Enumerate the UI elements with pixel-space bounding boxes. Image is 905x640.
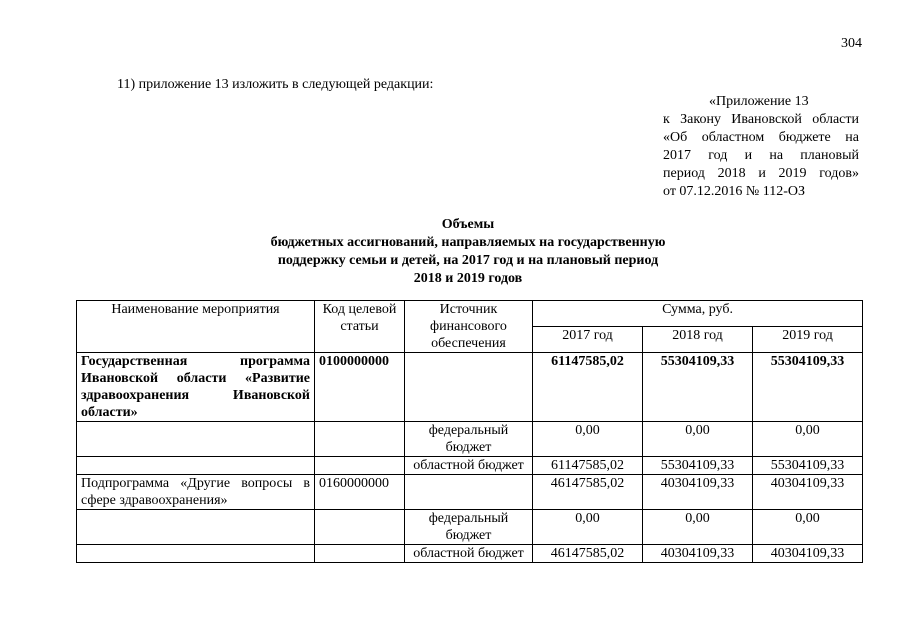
- subprogram-code: 0160000000: [315, 475, 405, 510]
- document-title: [120, 216, 816, 288]
- source-federal-line: федеральный: [428, 511, 509, 526]
- header-code-line: статьи: [340, 319, 379, 334]
- program-regional-2018: 55304109,33: [643, 457, 753, 475]
- empty-cell: [77, 457, 315, 475]
- appendix-reference: [663, 93, 859, 201]
- table-row: [77, 475, 863, 510]
- program-total-2017: 61147585,02: [533, 353, 643, 422]
- program-name-line: области»: [81, 405, 138, 420]
- empty-cell: [315, 422, 405, 457]
- title-line: 2018 и 2019 годов: [413, 271, 523, 286]
- program-federal-2019: 0,00: [753, 422, 863, 457]
- appendix-line: «Об областном бюджете на: [663, 130, 859, 145]
- header-year: 2018 год: [643, 327, 753, 353]
- empty-cell: [77, 510, 315, 545]
- header-source: [405, 301, 533, 353]
- subprogram-source: [405, 475, 533, 510]
- title-line: поддержку семьи и детей, на 2017 год и на плановый период: [277, 253, 659, 268]
- appendix-line: период 2018 и 2019 годов»: [663, 166, 859, 181]
- subprogram-name-line: Подпрограмма «Другие вопросы в: [81, 476, 310, 491]
- header-source-line: Источник: [439, 302, 498, 317]
- empty-cell: [315, 545, 405, 563]
- header-year: 2019 год: [753, 327, 863, 353]
- subprogram-regional-2017: 46147585,02: [533, 545, 643, 563]
- empty-cell: [77, 422, 315, 457]
- title-line: бюджетных ассигнований, направляемых на государственную: [270, 235, 666, 250]
- program-regional-2019: 55304109,33: [753, 457, 863, 475]
- empty-cell: [77, 545, 315, 563]
- subprogram-federal-2019: 0,00: [753, 510, 863, 545]
- table-header-row: [77, 301, 863, 327]
- program-name: [77, 353, 315, 422]
- subprogram-total-2019: 40304109,33: [753, 475, 863, 510]
- source-regional: областной бюджет: [405, 545, 533, 563]
- source-federal: [405, 510, 533, 545]
- program-regional-2017: 61147585,02: [533, 457, 643, 475]
- subprogram-federal-2018: 0,00: [643, 510, 753, 545]
- subprogram-total-2017: 46147585,02: [533, 475, 643, 510]
- header-source-line: обеспечения: [431, 336, 506, 351]
- appendix-line: 2017 год и на плановый: [663, 148, 859, 163]
- subprogram-regional-2018: 40304109,33: [643, 545, 753, 563]
- empty-cell: [315, 457, 405, 475]
- program-name-line: Государственная программа: [81, 354, 310, 369]
- intro-text: 11) приложение 13 изложить в следующей редакции:: [117, 77, 434, 92]
- header-source-line: финансового: [430, 319, 507, 334]
- subprogram-total-2018: 40304109,33: [643, 475, 753, 510]
- subprogram-name: [77, 475, 315, 510]
- program-name-line: здравоохранения Ивановской: [81, 388, 310, 403]
- subprogram-name-line: сфере здравоохранения»: [81, 493, 228, 508]
- source-regional: областной бюджет: [405, 457, 533, 475]
- program-total-2018: 55304109,33: [643, 353, 753, 422]
- source-federal: [405, 422, 533, 457]
- program-code: 0100000000: [315, 353, 405, 422]
- subprogram-federal-2017: 0,00: [533, 510, 643, 545]
- empty-cell: [315, 510, 405, 545]
- subprogram-regional-2019: 40304109,33: [753, 545, 863, 563]
- program-federal-2018: 0,00: [643, 422, 753, 457]
- appendix-line: к Закону Ивановской области: [663, 112, 859, 127]
- budget-table: [76, 300, 863, 563]
- table-row: [77, 510, 863, 545]
- header-year: 2017 год: [533, 327, 643, 353]
- header-code-line: Код целевой: [322, 302, 397, 317]
- table-row: [77, 422, 863, 457]
- appendix-line: «Приложение 13: [709, 94, 809, 109]
- header-code: [315, 301, 405, 353]
- page-number: 304: [841, 36, 862, 51]
- source-federal-line: бюджет: [445, 528, 492, 543]
- title-line: Объемы: [441, 217, 495, 232]
- program-federal-2017: 0,00: [533, 422, 643, 457]
- appendix-line: от 07.12.2016 № 112-ОЗ: [663, 184, 806, 199]
- header-name: Наименование мероприятия: [77, 301, 315, 353]
- source-federal-line: бюджет: [445, 440, 492, 455]
- source-federal-line: федеральный: [428, 423, 509, 438]
- program-total-2019: 55304109,33: [753, 353, 863, 422]
- header-sum: Сумма, руб.: [533, 301, 863, 327]
- table-row: [77, 457, 863, 475]
- program-source: [405, 353, 533, 422]
- program-name-line: Ивановской области «Развитие: [81, 371, 310, 386]
- table-row: [77, 545, 863, 563]
- table-row: [77, 353, 863, 422]
